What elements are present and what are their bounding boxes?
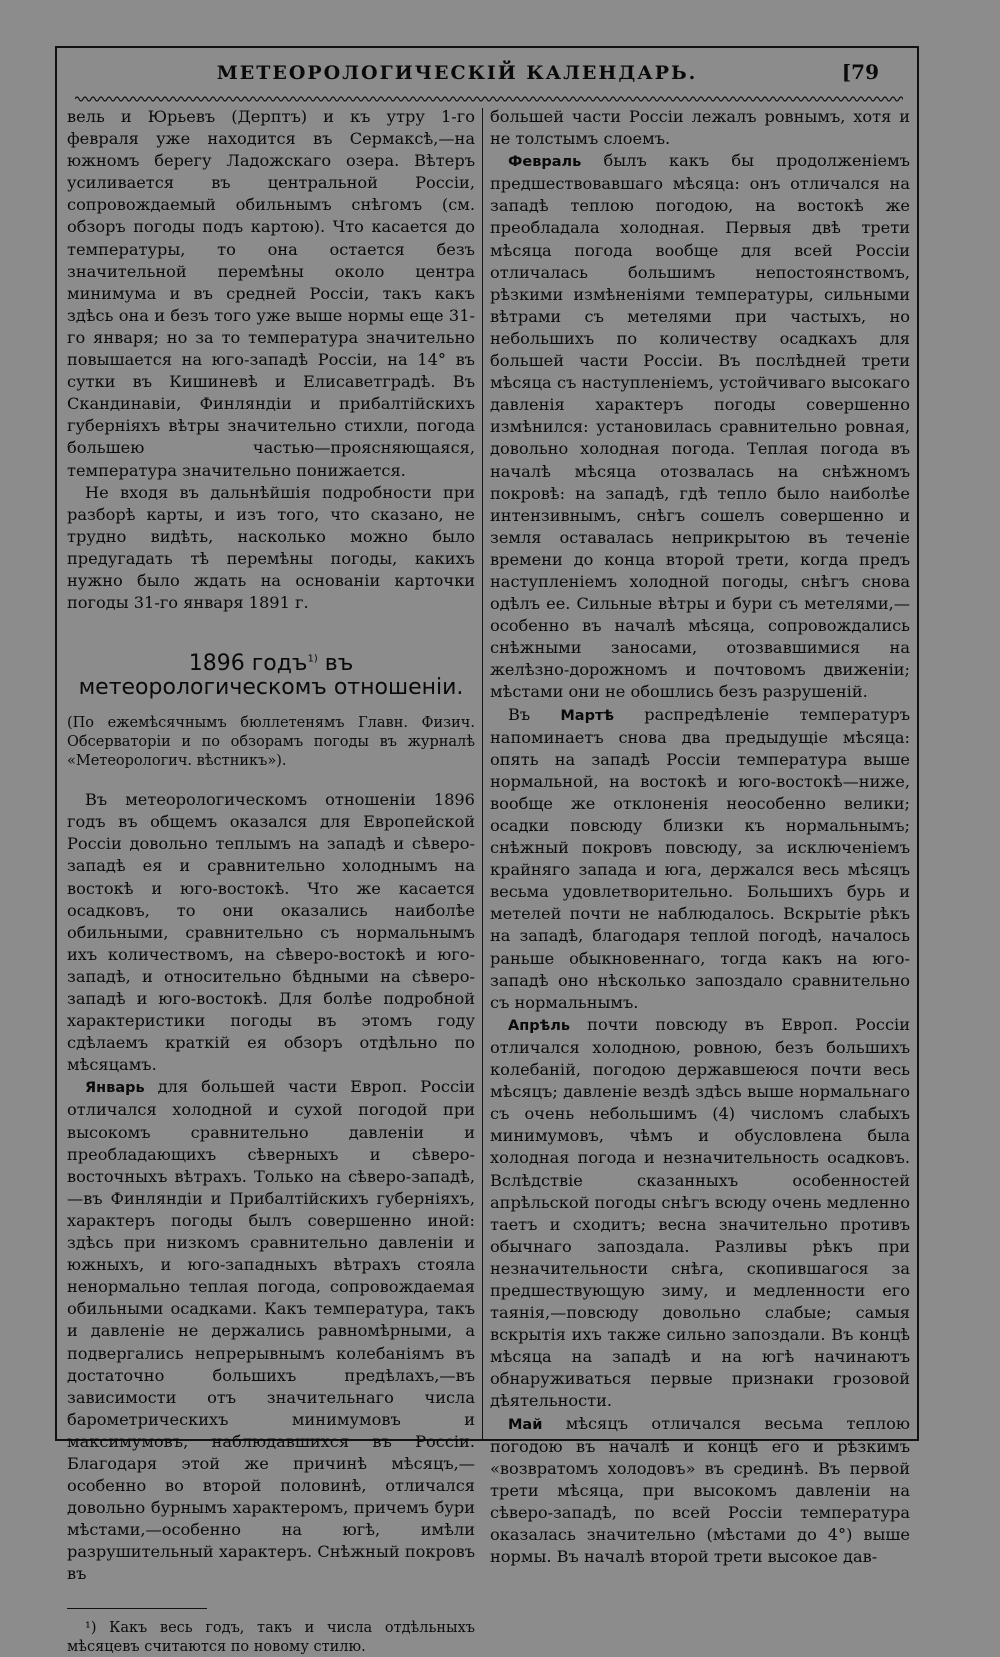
footnote-marker: 1) — [307, 653, 318, 665]
paragraph-text: распредѣленіе температуръ напоминаетъ снова два предыдущіе мѣсяца: опять на западѣ Россіи температура выше нормальной, на востокѣ и юго-востокѣ—ниже, вообще же отклоненія неособенно велики; осадки повсюду близки къ нормальнымъ; снѣжный покровъ повсюду, за исключеніемъ крайняго запада и юга, держался весь мѣсяцъ весьма удовлетворительно. Большихъ бурь и метелей почти не наблюдалось. Вскрытіе рѣкъ на западѣ, благодаря теплой погодѣ, началось раньше обыкновеннаго, тогда какъ на юго-западѣ оно нѣсколько запоздало сравнительно съ нормальнымъ. — [490, 704, 910, 1012]
month-label: Январь — [85, 1080, 145, 1097]
decorative-wavy-rule — [75, 94, 903, 104]
running-title: МЕТЕОРОЛОГИЧЕСКІЙ КАЛЕНДАРЬ. — [216, 62, 698, 84]
paragraph-text: Въ — [508, 704, 561, 724]
paragraph-may — [490, 1413, 910, 1569]
left-column — [67, 106, 475, 1657]
paragraph: вель и Юрьевъ (Дерптъ) и къ утру 1-го февраля уже находится въ Сермаксѣ,—на южномъ берегу Ладожскаго озера. Вѣтеръ усиливается въ центральной Россіи, сопровождаемый обильнымъ снѣгомъ (см. обзоръ погоды подъ картою). Что касается до температуры, то она остается безъ значительной перемѣны около центра минимума и въ средней Россіи, такъ какъ здѣсь она и безъ того уже выше нормы еще 31-го января; но за то температура значительно повышается на юго-западѣ Россіи, на 14° въ сутки въ Кишиневѣ и Елисаветградѣ. Въ Скандинавіи, Финляндіи и прибалтійскихъ губерніяхъ вѣтры значительно стихли, погода большею частью—проясняющаяся, температура значительно понижается. — [67, 107, 475, 480]
month-label: Май — [508, 1416, 543, 1433]
paragraph-january — [67, 1076, 475, 1585]
heading-rest: въ метеорологическомъ отношеніи. — [78, 651, 464, 701]
paragraph-march — [490, 704, 910, 1014]
paragraph: Въ метеорологическомъ отношеніи 1896 годъ въ общемъ оказался для Европейской Россіи довольно теплымъ на западѣ и сѣверо-западѣ ея и сравнительно холоднымъ на востокѣ и юго-востокѣ. Что же касается осадковъ, то они оказались наиболѣе обильными, сравнительно съ нормальнымъ ихъ количествомъ, на сѣверо-востокѣ и юго-западѣ, и относительно бѣдными на сѣверо-западѣ и юго-востокѣ. Для болѣе подробной характеристики погоды въ этомъ году сдѣлаемъ краткій ея обзоръ отдѣльно по мѣсяцамъ. — [67, 790, 475, 1075]
page-number: [79 — [841, 60, 879, 84]
month-label: Апрѣль — [508, 1017, 571, 1034]
footnote-rule — [67, 1608, 207, 1609]
paragraph-february — [490, 150, 910, 703]
right-column — [490, 106, 910, 1568]
heading-year: 1896 годъ — [188, 651, 308, 677]
paragraph-text: былъ какъ бы продолженіемъ предшествовавшаго мѣсяца: онъ отличался на западѣ теплою погодою, на востокѣ же преобладала холодная. Первыя двѣ трети мѣсяца погода вообще для всей Россіи отличалась большимъ непостоянствомъ, рѣзкими измѣненіями температуры, сильными вѣтрами съ метелями при частыхъ, но небольшихъ по количеству осадкахъ для большей части Россіи. Въ послѣдней трети мѣсяца съ наступленіемъ, устойчиваго высокаго давленія характеръ погоды совершенно измѣнился: установилась сравнительно ровная, довольно холодная погода. Теплая погода въ началѣ мѣсяца отозвалась на снѣжномъ покровѣ: на западѣ, гдѣ тепло было наиболѣе интензивнымъ, снѣгъ сошелъ совершенно и земля оставалась неприкрытою въ теченіе времени до конца второй трети, когда предъ наступленіемъ холодной погоды, снѣгъ снова одѣлъ ее. Сильные вѣтры и бури съ метелями,—особенно въ началѣ мѣсяца, сопровождались снѣжными заносами, отозвавшимися на желѣзно-дорожномъ и почтовомъ движеніи; мѣстами они не обошлись безъ разрушеній. — [490, 151, 910, 702]
column-divider — [482, 108, 483, 1439]
source-note: (По ежемѣсячнымъ бюллетенямъ Главн. Физич. Обсерваторіи и по обзорамъ погоды въ журналѣ «Метеорологич. вѣстникъ»). — [67, 715, 475, 770]
running-header — [57, 62, 917, 94]
paragraph: большей части Россіи лежалъ ровнымъ, хотя и не толстымъ слоемъ. — [490, 107, 910, 149]
paragraph-text: для большей части Европ. Россіи отличался холодной и сухой погодой при высокомъ сравнительно давленіи и преобладающихъ сѣверныхъ и сѣверо-восточныхъ вѣтрахъ. Только на сѣверо-западѣ,—въ Финляндіи и Прибалтійскихъ губерніяхъ, характеръ погоды былъ совершенно иной: здѣсь при низкомъ сравнительно давленіи и южныхъ, и юго-западныхъ вѣтрахъ стояла ненормально теплая погода, сопровождаемая обильными осадками. Какъ температура, такъ и давленіе не держались равномѣрными, а подвергались непрерывнымъ колебаніямъ въ достаточно большихъ предѣлахъ,—въ зависимости отъ значительнаго числа барометрическихъ минимумовъ и максимумовъ, наблюдавшихся въ Россіи. Благодаря этой же причинѣ мѣсяцъ,—особенно во второй половинѣ, отличался довольно бурнымъ характеромъ, причемъ бури мѣстами,—особенно на югѣ, имѣли разрушительный характеръ. Снѣжный покровъ въ — [67, 1077, 475, 1584]
month-label: Мартѣ — [560, 707, 615, 724]
paragraph-text: мѣсяцъ отличался весьма теплою погодою въ началѣ и концѣ его и рѣзкимъ «возвратомъ холодовъ» въ срединѣ. Въ первой трети мѣсяца, при высокомъ давленіи на сѣверо-западѣ, по всей Россіи температура оказалась значительно (мѣстами до 4°) выше нормы. Въ началѣ второй трети высокое дав- — [490, 1413, 910, 1567]
footnote: ¹) Какъ весь годъ, такъ и числа отдѣльныхъ мѣсяцевъ считаются по новому стилю. — [67, 1619, 475, 1655]
section-heading — [67, 652, 475, 700]
paragraph-april — [490, 1014, 910, 1413]
paragraph: Не входя въ дальнѣйшія подробности при разборѣ карты, и изъ того, что сказано, не трудно видѣть, насколько можно было предугадать тѣ перемѣны погоды, какихъ нужно было ждать на основаніи карточки погоды 31-го января 1891 г. — [67, 482, 475, 613]
paragraph-text: почти повсюду въ Европ. Россіи отличался холодною, ровною, безъ большихъ колебаній, погодою державшеюся почти весь мѣсяцъ; давленіе вездѣ здѣсь выше нормальнаго съ очень небольшимъ (4) числомъ слабыхъ минимумовъ, чѣмъ и обусловлена была холодная погода и незначительность осадковъ. Вслѣдствіе сказанныхъ особенностей апрѣльской погоды снѣгъ всюду очень медленно таетъ и сходитъ; весна значительно противъ обычнаго запоздала. Разливы рѣкъ при незначительности снѣга, скопившагося за предшествующую зиму, и медленности его таянія,—повсюду довольно слабые; самыя вскрытія ихъ также сильно запоздали. Въ концѣ мѣсяца на западѣ и на югѣ начинаютъ обнаруживаться первые признаки грозовой дѣятельности. — [490, 1014, 910, 1411]
month-label: Февраль — [508, 154, 582, 171]
book-page — [55, 46, 919, 1655]
